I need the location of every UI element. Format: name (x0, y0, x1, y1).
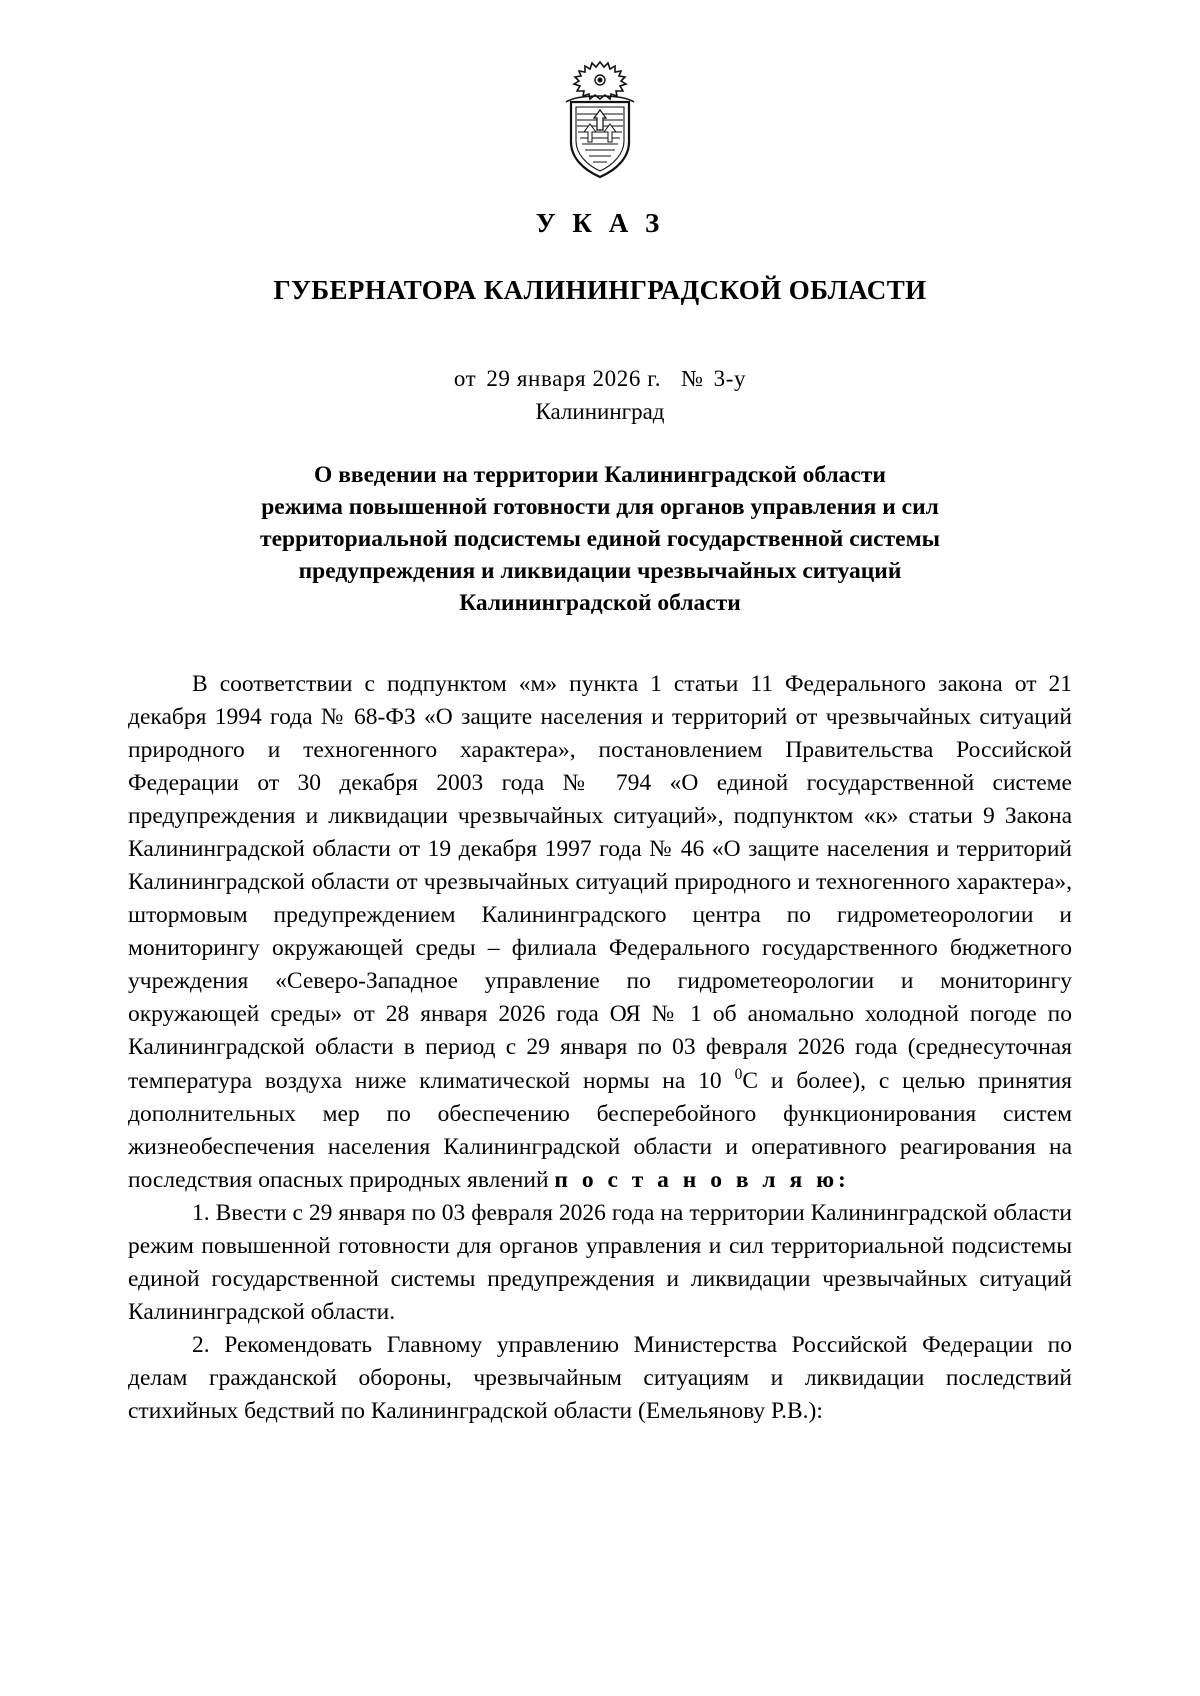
paragraph-item-2: 2. Рекомендовать Главному управлению Министерства Российской Федерации по делам гражданской обороны, чрезвычайным ситуациям и ликвидации последствий стихийных бедствий по Калининградской области (Емельянову Р.В.): (128, 1332, 1072, 1425)
document-date-line (128, 362, 1072, 397)
paragraph-item-1: 1. Ввести с 29 января по 03 февраля 2026 года на территории Калининградской области режим повышенной готовности для органов управления и сил территориальной подсистемы единой государственной системы предупреждения и ликвидации чрезвычайных ситуаций Калининградской области. (128, 1200, 1072, 1326)
degree-symbol: 0 (734, 1066, 743, 1084)
preamble-text-part2: и более), с целью принятия дополнительных мер по обеспечению бесперебойного функционирования систем жизнеобеспечения населения Калининградской области и оперативного реагирования на последствия опасных природных явлений (128, 1068, 1072, 1194)
decree-verb: п о с т а н о в л я ю: (554, 1167, 850, 1194)
document-date: 29 января 2026 г. (486, 366, 662, 391)
date-prefix: от (453, 366, 477, 391)
preamble-text-part1: В соответствии с подпунктом «м» пункта 1 статьи 11 Федерального закона от 21 декабря 1994 года № 68-ФЗ «О защите населения и территорий от чрезвычайных ситуаций природного и техногенного характера», постановлением Правительства Российской Федерации от 30 декабря 2003 года № 794 «О единой государственной системе предупреждения и ликвидации чрезвычайных ситуаций», подпунктом «к» статьи 9 Закона Калининградской области от 19 декабря 1997 года № 46 «О защите населения и территорий Калининградской области от чрезвычайных ситуаций природного и техногенного характера», штормовым предупреждением Калининградского центра по гидрометеорологии и мониторингу окружающей среды – филиала Федерального государственного бюджетного учреждения «Северо-Западное управление по гидрометеорологии и мониторингу окружающей среды» от 28 января 2026 года ОЯ № 1 об аномально холодной погоде по Калининградской области в период с 29 января по 03 февраля 2026 года (среднесуточная температура воздуха ниже климатической нормы на 10 (128, 671, 1072, 1095)
title-line: Калининградской области (459, 590, 741, 617)
document-title (128, 460, 1072, 620)
title-line: территориальной подсистемы единой государственной системы (260, 526, 940, 553)
coat-of-arms-icon (546, 58, 654, 182)
document-kind: У К А З (535, 208, 665, 238)
title-line: предупреждения и ликвидации чрезвычайных ситуаций (298, 558, 902, 585)
document-meta (128, 362, 1072, 426)
title-line: режима повышенной готовности для органов управления и сил (261, 494, 939, 521)
document-body (128, 668, 1072, 1428)
document-city: Калининград (535, 398, 665, 424)
degree-unit: С (742, 1068, 758, 1095)
number-label: № (681, 366, 704, 391)
document-number: 3-у (713, 366, 747, 391)
document-authority: ГУБЕРНАТОРА КАЛИНИНГРАДСКОЙ ОБЛАСТИ (273, 275, 927, 305)
emblem-container (128, 58, 1072, 182)
paragraph-preamble (128, 668, 1072, 1197)
title-line: О введении на территории Калининградской области (314, 462, 886, 489)
